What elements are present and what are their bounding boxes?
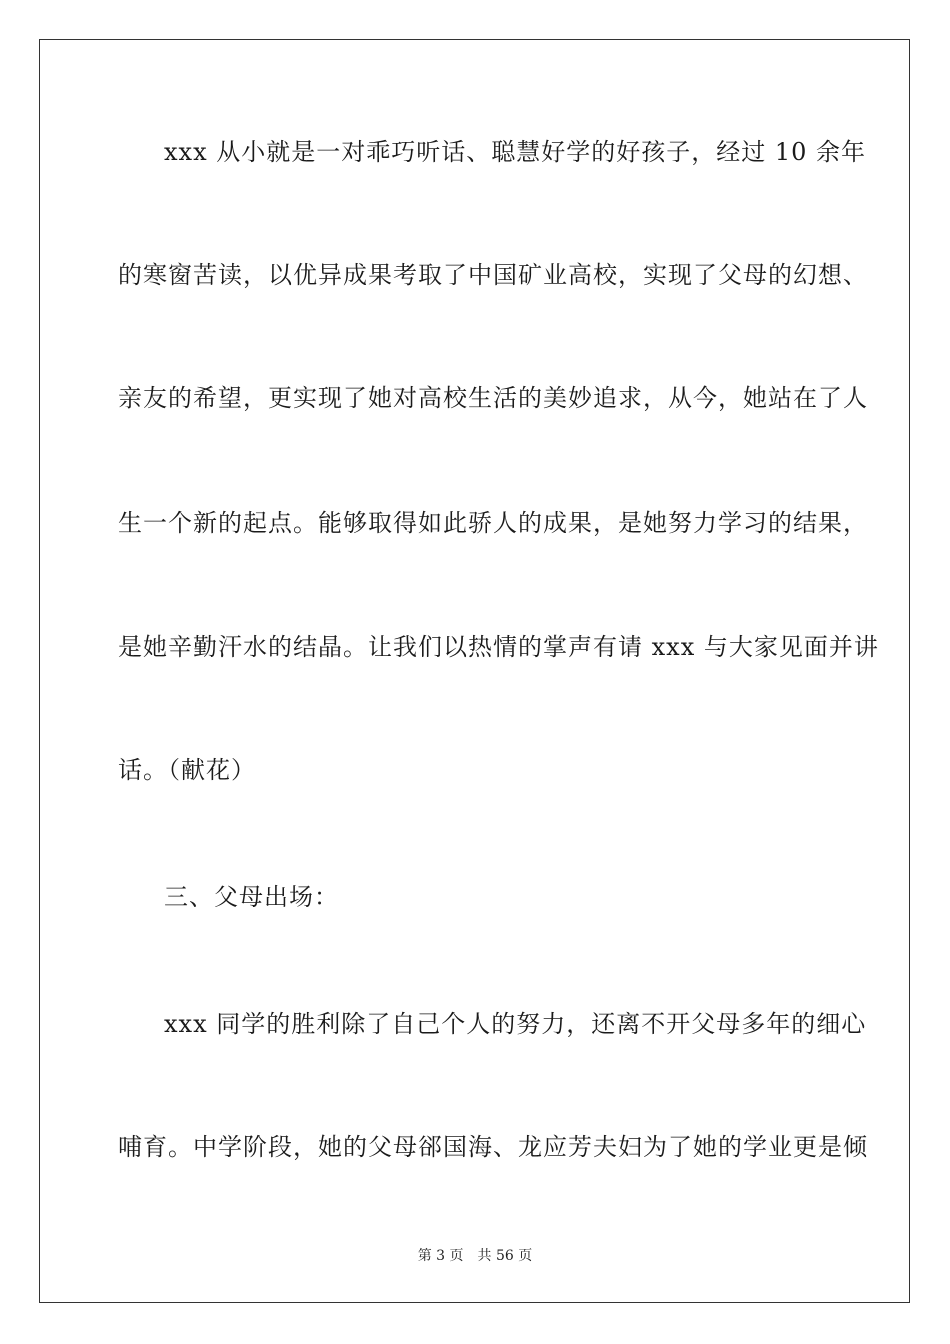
paragraph-line-4: 生一个新的起点。能够取得如此骄人的成果，是她努力学习的结果， [118,509,868,537]
paragraph-line-1: xxx 从小就是一对乖巧听话、聪慧好学的好孩子，经过 10 余年 [164,138,867,166]
paragraph-line-2: 的寒窗苦读，以优异成果考取了中国矿业高校，实现了父母的幻想、 [118,261,868,289]
page-number: 第 3 页 [417,1248,464,1264]
page-total: 共 56 页 [477,1248,533,1264]
paragraph-line-3: 亲友的希望，更实现了她对高校生活的美妙追求，从今，她站在了人 [118,384,868,412]
page-border [39,39,910,1303]
paragraph-line-6: 话。（献花） [118,756,256,784]
section-heading: 三、父母出场： [164,883,339,911]
page-footer [0,1246,950,1266]
paragraph-line-7: xxx 同学的胜利除了自己个人的努力，还离不开父母多年的细心 [164,1010,867,1038]
paragraph-line-8: 哺育。中学阶段，她的父母郤国海、龙应芳夫妇为了她的学业更是倾 [118,1133,868,1161]
paragraph-line-5: 是她辛勤汗水的结晶。让我们以热情的掌声有请 xxx 与大家见面并讲 [118,633,879,661]
